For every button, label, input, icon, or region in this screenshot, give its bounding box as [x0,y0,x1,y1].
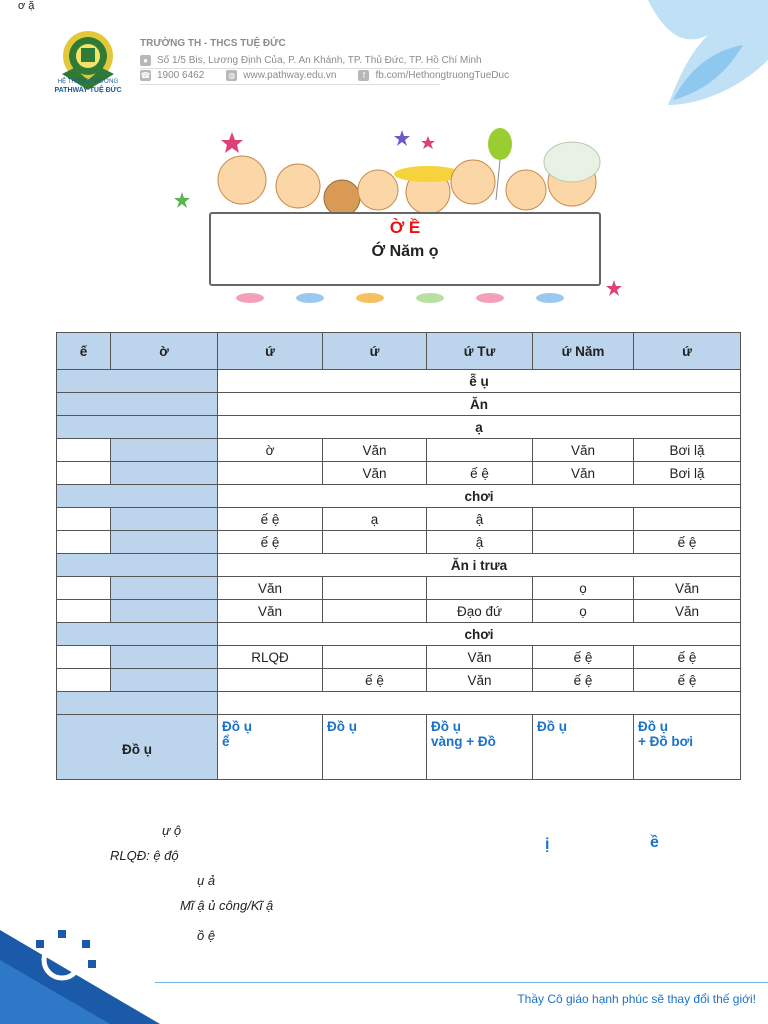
subject-cell: ế ệ [634,531,741,554]
time-cell [111,577,218,600]
header-separator [140,68,440,69]
banner-title: Ờ Ề [389,218,421,237]
subject-cell [427,577,533,600]
facebook-text: fb.com/HethongtruongTueDuc [375,70,510,81]
subject-cell: ế ệ [533,646,634,669]
column-header: ứ [634,333,741,370]
schedule-banner [209,212,601,286]
activity-cell: ạ [218,416,741,439]
subject-cell: Đạo đứ [427,600,533,623]
globe-icon: ◍ [226,70,237,81]
legend-note: ụ ả [197,873,216,888]
activity-cell: chơi [218,623,741,646]
subject-cell [218,669,323,692]
subject-cell: ọ [533,600,634,623]
subject-cell [427,439,533,462]
website-text: www.pathway.edu.vn [243,70,337,81]
activity-cell: Ăn i trưa [218,554,741,577]
subject-cell: ế ệ [427,462,533,485]
uniform-cell: Đồ ụ ể [218,715,323,780]
time-cell [111,646,218,669]
period-cell [57,439,111,462]
row-label-cell [57,416,218,439]
timetable [56,332,741,780]
table-row [57,508,741,531]
legend-note: Mĩ ậ ủ công/Kĩ ậ [180,898,274,913]
table-row [57,416,741,439]
row-label-cell [57,485,218,508]
legend-note: ự ộ [162,823,182,838]
subject-cell: ế ệ [218,508,323,531]
subject-cell [323,531,427,554]
subject-cell: Văn [533,439,634,462]
subject-cell: RLQĐ [218,646,323,669]
row-label-cell [57,370,218,393]
subject-cell [323,600,427,623]
blue-note: ề [650,834,659,851]
activity-cell: ễ ụ [218,370,741,393]
activity-cell: chơi [218,485,741,508]
subject-cell: ọ [533,577,634,600]
table-row [57,554,741,577]
uniform-label: Đồ ụ [57,715,218,780]
subject-cell: Văn [533,462,634,485]
subject-cell [634,508,741,531]
column-header: ế [57,333,111,370]
row-label-cell [57,554,218,577]
subject-cell: Văn [427,646,533,669]
subject-cell: ậ [427,531,533,554]
time-cell [111,600,218,623]
facebook-icon: f [358,70,369,81]
column-header: ứ Năm [533,333,634,370]
subject-cell [323,646,427,669]
subject-cell: Văn [323,462,427,485]
period-cell [57,577,111,600]
subject-cell [533,531,634,554]
corner-decoration [0,920,160,1024]
period-cell [57,531,111,554]
uniform-row [57,715,741,780]
subject-cell: Văn [323,439,427,462]
uniform-cell: Đồ ụ + Đồ bơi [634,715,741,780]
subject-cell: ế ệ [218,531,323,554]
column-header: ờ [111,333,218,370]
period-cell [57,600,111,623]
subject-cell: ậ [427,508,533,531]
subject-cell [323,577,427,600]
row-label-cell [57,692,218,715]
subject-cell: ờ [218,439,323,462]
table-row [57,439,741,462]
column-header: ứ [323,333,427,370]
logo-caption: HỆ THỐNG TRƯỜNG [57,79,119,85]
phone-text: 1900 6462 [157,70,205,81]
footer-line [155,982,768,983]
subject-cell: Văn [427,669,533,692]
banner-subtitle: Ớ Năm ọ [371,243,439,260]
table-row [57,646,741,669]
logo-caption-brand: PATHWAY TUỆ ĐỨC [54,87,122,94]
legend-note: ồ ệ [197,928,216,943]
row-label-cell [57,393,218,416]
time-cell [111,508,218,531]
column-header: ứ Tư [427,333,533,370]
period-cell [57,508,111,531]
row-label-cell [57,623,218,646]
blue-note: ị [545,836,550,853]
phone-icon: ☎ [140,71,151,80]
period-cell [57,646,111,669]
subject-cell: ế ệ [634,646,741,669]
subject-cell: Văn [218,577,323,600]
address-text: Số 1/5 Bis, Lương Định Của, P. An Khánh, TP. Thủ Đức, TP. Hồ Chí Minh [157,55,482,66]
time-cell [111,439,218,462]
activity-cell: Ăn [218,393,741,416]
corner-note: ơ ặ [18,0,35,12]
corner-decoration [618,0,768,110]
legend-note: RLQĐ: ệ độ [110,848,179,863]
uniform-cell: Đồ ụ vàng + Đồ [427,715,533,780]
table-row [57,462,741,485]
column-header: ứ [218,333,323,370]
subject-cell: Bơi lặ [634,439,741,462]
subject-cell: Văn [218,600,323,623]
footer-slogan: Thầy Cô giáo hạnh phúc sẽ thay đổi thế giới! [517,992,756,1006]
subject-cell [218,462,323,485]
table-row [57,485,741,508]
table-row [57,370,741,393]
activity-cell [218,692,741,715]
period-cell [57,669,111,692]
contact-line [140,70,509,81]
table-row [57,531,741,554]
subject-cell: Bơi lặ [634,462,741,485]
subject-cell: Văn [634,577,741,600]
time-cell [111,462,218,485]
address-line [140,55,482,66]
table-row [57,600,741,623]
header-separator [140,84,440,85]
subject-cell: Văn [634,600,741,623]
uniform-cell: Đồ ụ [323,715,427,780]
time-cell [111,531,218,554]
time-cell [111,669,218,692]
table-row [57,393,741,416]
table-row [57,577,741,600]
period-cell [57,462,111,485]
subject-cell: ạ [323,508,427,531]
subject-cell: ế ệ [323,669,427,692]
table-row [57,669,741,692]
school-name: TRƯỜNG TH - THCS TUỆ ĐỨC [140,38,286,49]
location-pin-icon: ● [140,55,151,66]
table-header-row [57,333,741,370]
subject-cell: ế ệ [533,669,634,692]
subject-cell: ế ệ [634,669,741,692]
table-row [57,692,741,715]
table-row [57,623,741,646]
uniform-cell: Đồ ụ [533,715,634,780]
subject-cell [533,508,634,531]
